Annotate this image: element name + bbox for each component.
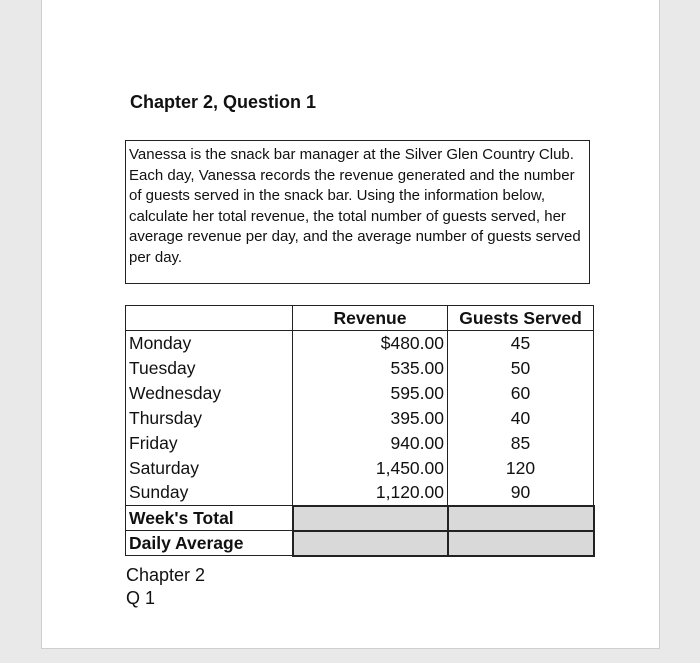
guests-cell: 40: [448, 406, 594, 431]
revenue-input-cell[interactable]: [293, 531, 448, 556]
revenue-cell: 395.00: [293, 406, 448, 431]
day-cell: Sunday: [126, 481, 293, 506]
footer-question: Q 1: [126, 588, 156, 608]
revenue-cell: 1,450.00: [293, 456, 448, 481]
guests-cell: 45: [448, 331, 594, 356]
summary-row: [126, 506, 594, 531]
revenue-cell: 1,120.00: [293, 481, 448, 506]
header-guests-served: Guests Served: [448, 306, 594, 331]
guests-cell: 60: [448, 381, 594, 406]
guests-input-cell[interactable]: [448, 531, 594, 556]
revenue-guests-table: [125, 305, 595, 557]
question-description-box: Vanessa is the snack bar manager at the Silver Glen Country Club. Each day, Vanessa records the revenue generated and the number of guests served in the snack bar. Using the information below, calculate her total revenue, the total number of guests served, her average revenue per day, and the average number of guests served per day.: [125, 140, 590, 284]
revenue-input-cell[interactable]: [293, 506, 448, 531]
footer-chapter: Chapter 2: [126, 565, 206, 585]
page-title: Chapter 2, Question 1: [130, 92, 317, 112]
table-row: [126, 481, 594, 506]
table-row: [126, 406, 594, 431]
table-row: [126, 356, 594, 381]
guests-cell: 85: [448, 431, 594, 456]
day-cell: Monday: [126, 331, 293, 356]
guests-cell: 50: [448, 356, 594, 381]
table-row: [126, 331, 594, 356]
day-cell: Thursday: [126, 406, 293, 431]
revenue-cell: 940.00: [293, 431, 448, 456]
table-row: [126, 431, 594, 456]
day-cell: Saturday: [126, 456, 293, 481]
day-cell: Tuesday: [126, 356, 293, 381]
summary-label: Week's Total: [126, 506, 293, 531]
footer-label: [126, 564, 205, 610]
day-cell: Friday: [126, 431, 293, 456]
guests-cell: 120: [448, 456, 594, 481]
header-revenue: Revenue: [293, 306, 448, 331]
table-header-row: [126, 306, 594, 331]
revenue-cell: $480.00: [293, 331, 448, 356]
revenue-cell: 595.00: [293, 381, 448, 406]
table-row: [126, 456, 594, 481]
summary-label: Daily Average: [126, 531, 293, 556]
header-blank-cell: [126, 306, 293, 331]
day-cell: Wednesday: [126, 381, 293, 406]
guests-cell: 90: [448, 481, 594, 506]
guests-input-cell[interactable]: [448, 506, 594, 531]
summary-row: [126, 531, 594, 556]
table-row: [126, 381, 594, 406]
revenue-cell: 535.00: [293, 356, 448, 381]
